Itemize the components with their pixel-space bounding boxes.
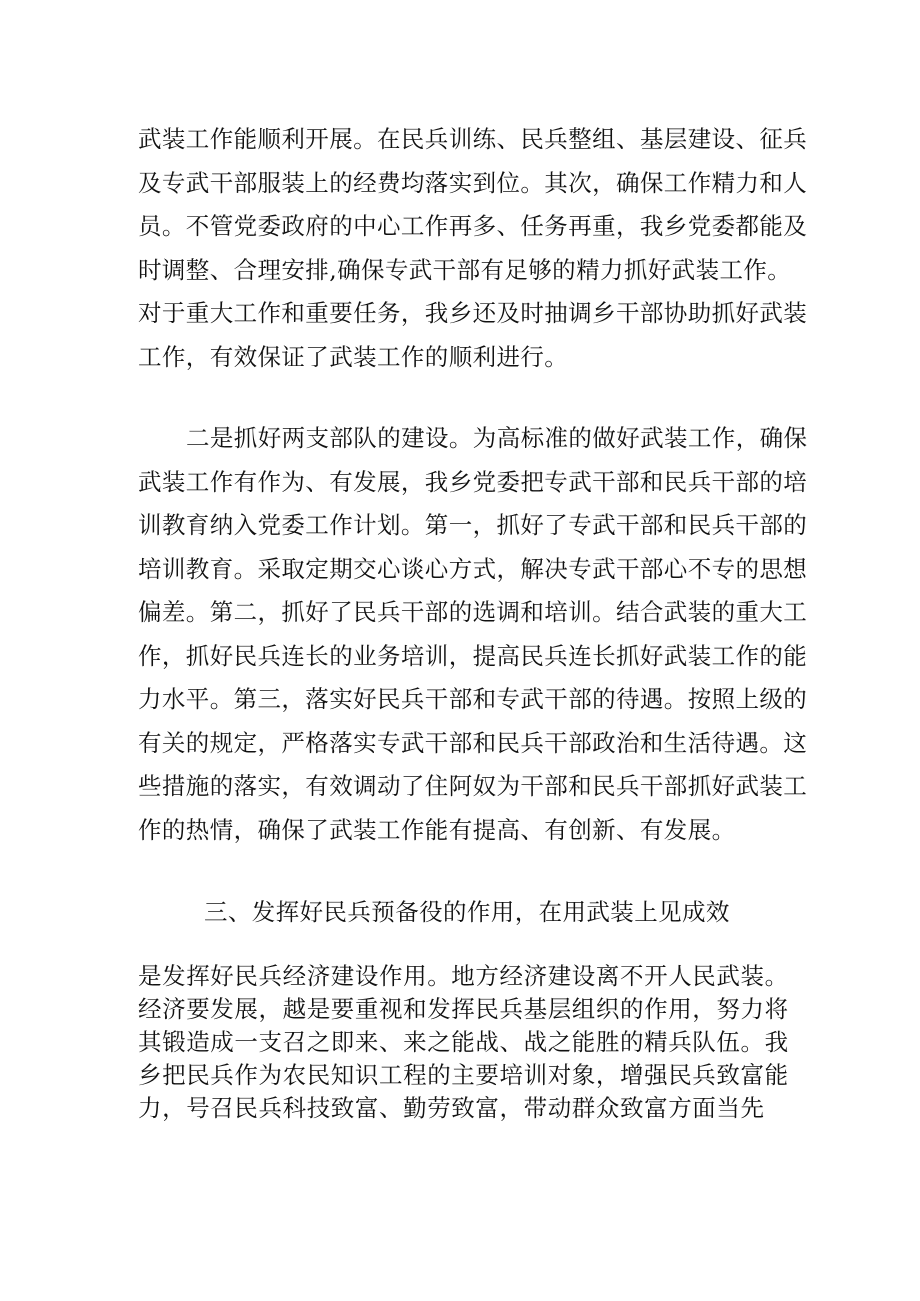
text-line: 时调整、合理安排,确保专武干部有足够的精力抓好武装工作。 [138, 255, 792, 284]
text-line: 作的热情，确保了武装工作能有提高、有创新、有发展。 [138, 815, 736, 844]
text-line: 工作，有效保证了武装工作的顺利进行。 [138, 342, 569, 371]
text-line: 培训教育。采取定期交心谈心方式，解决专武干部心不专的思想 [138, 554, 808, 583]
text-line: 员。不管党委政府的中心工作再多、任务再重，我乡党委都能及 [138, 212, 808, 240]
text-line: 武装工作有作为、有发展，我乡党委把专武干部和民兵干部的培 [138, 467, 808, 496]
text-line: 武装工作能顺利开展。在民兵训练、民兵整组、基层建设、征兵 [138, 125, 808, 153]
text-line: 及专武干部服装上的经费均落实到位。其次，确保工作精力和人 [138, 168, 808, 197]
text-line: 乡把民兵作为农民知识工程的主要培训对象，增强民兵致富能 [138, 1061, 789, 1089]
paragraph-economic-role [138, 960, 788, 1125]
section-heading: 三、发挥好民兵预备役的作用，在用武装上见成效 [204, 898, 730, 926]
text-line: 力水平。第三，落实好民兵干部和专武干部的待遇。按照上级的 [138, 685, 808, 713]
text-line: 有关的规定，严格落实专武干部和民兵干部政治和生活待遇。这 [138, 728, 808, 757]
text-line: 作，抓好民兵连长的业务培训，提高民兵连长抓好武装工作的能 [138, 641, 808, 670]
text-line: 是发挥好民兵经济建设作用。地方经济建设离不开人民武装。 [138, 962, 789, 990]
text-line: 对于重大工作和重要任务，我乡还及时抽调乡干部协助抓好武装 [138, 299, 808, 327]
text-line: 其锻造成一支召之即来、来之能战、战之能胜的精兵队伍。我 [138, 1028, 789, 1056]
text-line: 力，号召民兵科技致富、勤劳致富，带动群众致富方面当先 [138, 1094, 765, 1122]
text-line: 些措施的落实，有效调动了住阿奴为干部和民兵干部抓好武装工 [138, 772, 808, 800]
text-line: 训教育纳入党委工作计划。第一，抓好了专武干部和民兵干部的 [138, 511, 808, 539]
paragraph-two-forces-building [138, 417, 808, 852]
text-line: 经济要发展，越是要重视和发挥民兵基层组织的作用，努力将 [138, 995, 789, 1023]
text-line: 二是抓好两支部队的建设。为高标准的做好武装工作，确保 [186, 424, 808, 452]
text-line: 偏差。第二，抓好了民兵干部的选调和培训。结合武装的重大工 [138, 598, 808, 626]
paragraph-funding-and-staffing [138, 118, 808, 379]
